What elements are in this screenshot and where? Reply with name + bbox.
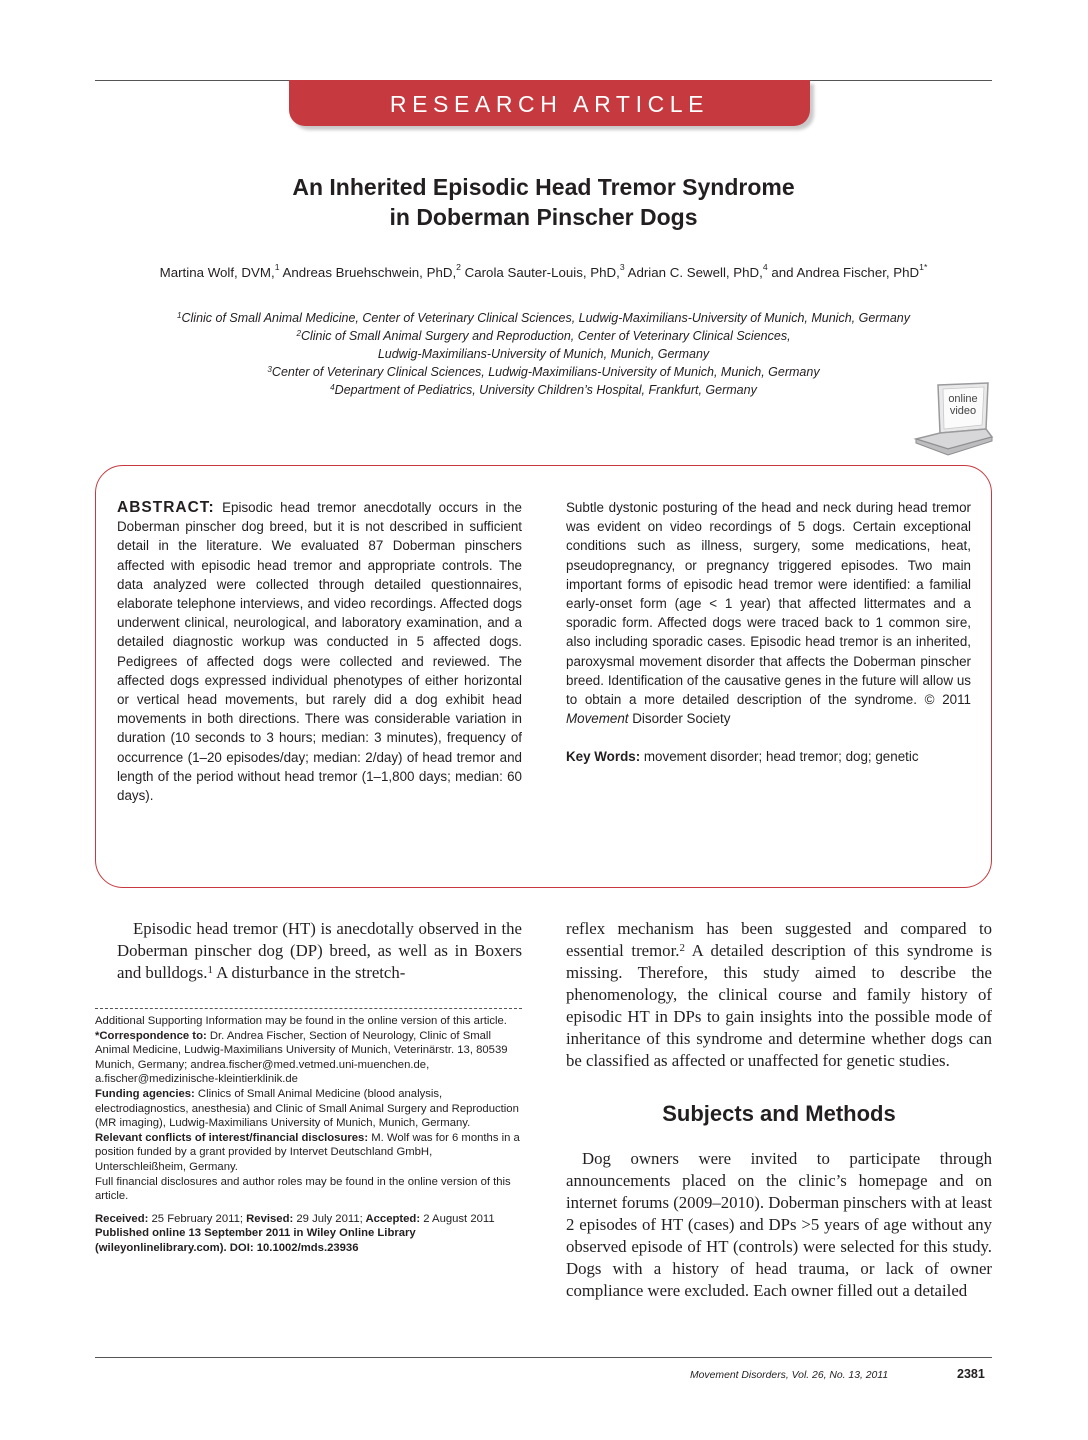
- badge-line-1: online: [948, 393, 978, 405]
- published-note: Published online 13 September 2011 in Wiley Online Library (wileyonlinelibrary.com). DOI: 10.1002/mds.23936: [95, 1227, 416, 1254]
- intro-text: Episodic head tremor (HT) is anecdotally observed in the Doberman pinscher dog (DP) breed, as well as in Boxers and bulldogs.: [117, 919, 522, 982]
- author-name: Carola Sauter-Louis, PhD,: [460, 265, 620, 280]
- affil-text: Department of Pediatrics, University Children’s Hospital, Frankfurt, Germany: [334, 383, 757, 397]
- online-video-badge[interactable]: [912, 379, 994, 459]
- society-italic: Movement: [566, 711, 629, 727]
- affiliation-list: [95, 309, 992, 399]
- affil-text: Clinic of Small Animal Medicine, Center of Veterinary Clinical Sciences, Ludwig-Maximilians-University of Munich, Munich, Germany: [181, 311, 910, 325]
- keywords-label: Key Words:: [566, 749, 641, 765]
- badge-line-2: video: [949, 405, 977, 417]
- author-name: Andreas Bruehschwein, PhD,: [279, 265, 457, 280]
- revised-date: 29 July 2011;: [293, 1212, 363, 1225]
- affil-text: Clinic of Small Animal Surgery and Reproduction, Center of Veterinary Clinical Sciences,: [300, 329, 791, 343]
- accepted-label: Accepted:: [362, 1212, 421, 1225]
- citation-ref[interactable]: 2: [679, 941, 685, 954]
- received-label: Received:: [95, 1212, 149, 1225]
- correspondence-label: *Correspondence to:: [95, 1029, 207, 1042]
- author-affil-sup: 1: [274, 262, 280, 273]
- affiliation-line: [95, 327, 992, 345]
- journal-reference: Movement Disorders, Vol. 26, No. 13, 2011: [690, 1370, 889, 1381]
- affil-sup: 3: [267, 364, 272, 374]
- funding-label: Funding agencies:: [95, 1087, 195, 1100]
- citation-ref[interactable]: 1: [207, 963, 213, 976]
- affil-sup: 4: [330, 382, 335, 392]
- affiliation-line: [95, 381, 992, 399]
- page-number: 2381: [957, 1367, 985, 1381]
- received-date: 25 February 2011;: [148, 1212, 243, 1225]
- abstract-paragraph: [566, 498, 971, 728]
- section-heading: Subjects and Methods: [662, 1101, 896, 1126]
- conflicts-label: Relevant conflicts of interest/financial disclosures:: [95, 1131, 369, 1144]
- author-name: Martina Wolf, DVM,: [159, 265, 275, 280]
- conflicts-text: M. Wolf was for 6 months in a position funded by a grant provided by Intervet Deutschland GmbH, Unterschleißheim, Germany.: [95, 1131, 520, 1173]
- correspondence-note: [95, 1029, 522, 1087]
- intro-text-cont: A detailed description of this syndrome is missing. Therefore, this study aimed to describe the phenomenology, the clinical course and family history of episodic HT in DPs to gain insights into the possible mode of inheritance of this syndrome and determine whether dogs can be classified as affected or unaffected for genetic studies.: [566, 941, 992, 1070]
- abstract-text-right: Subtle dystonic posturing of the head and neck during head tremor was evident on video recordings of 5 dogs. Certain exceptional conditions such as illness, surgery, some medications, heat, pseudopregnancy, or pregnancy triggered episodes. Two main important forms of episodic head tremor were identified: a familial early-onset form (age < 1 year) that affected littermates and a sporadic form. Affected dogs were traced back to 1 common sire, also including sporadic cases. Episodic head tremor is an inherited, paroxysmal movement disorder that affects the Doberman pinscher breed. Identification of the causative genes in the future will allow us to obtain a more detailed description of the syndrome. © 2011: [566, 500, 971, 708]
- author-affil-sup: 2: [456, 262, 461, 273]
- article-title: [95, 172, 992, 232]
- affiliation-line: [95, 309, 992, 327]
- funding-note: [95, 1087, 522, 1131]
- affil-sup: 1: [176, 310, 182, 320]
- title-line-2: in Doberman Pinscher Dogs: [389, 204, 698, 230]
- keywords: [566, 747, 971, 766]
- society-rest: Disorder Society: [628, 711, 731, 727]
- author-list: [95, 262, 992, 280]
- title-line-1: An Inherited Episodic Head Tremor Syndrome: [292, 174, 795, 200]
- intro-text: reflex mechanism has been suggested and compared to essential tremor.: [566, 919, 992, 960]
- affiliation-line: [95, 363, 992, 381]
- author-affil-sup: 1*: [919, 262, 928, 273]
- supporting-info-note: Additional Supporting Information may be found in the online version of this article.: [95, 1015, 507, 1027]
- footnote-rule: [95, 1008, 522, 1009]
- author-name: Adrian C. Sewell, PhD,: [624, 265, 763, 280]
- bottom-rule: [95, 1357, 992, 1358]
- abstract-right-column: [566, 498, 971, 767]
- intro-text-cont: A disturbance in the stretch-: [212, 963, 406, 982]
- footnotes: [95, 1014, 522, 1256]
- abstract-heading: ABSTRACT:: [117, 499, 215, 516]
- body-intro-right: [566, 918, 992, 1072]
- affil-text: Ludwig-Maximilians-University of Munich, Munich, Germany: [377, 347, 710, 361]
- author-name: and Andrea Fischer, PhD: [767, 265, 920, 280]
- conflicts-note: [95, 1131, 522, 1175]
- revised-label: Revised:: [243, 1212, 294, 1225]
- affiliation-line: [95, 345, 992, 363]
- affil-sup: 2: [296, 328, 301, 338]
- correspondence-text: Dr. Andrea Fischer, Section of Neurology, Clinic of Small Animal Medicine, Ludwig-Maximilians University of Munich, Veterinärstr. 13, 80539 Munich, Germany; andrea.fischer@med.vetmed.uni-muenchen.de, a.fischer@medizinische-kleintierklinik.de: [95, 1029, 508, 1086]
- author-affil-sup: 4: [762, 262, 768, 273]
- dates-note: [95, 1212, 522, 1227]
- author-affil-sup: 3: [619, 262, 625, 273]
- methods-text: Dog owners were invited to participate through announcements placed on the clinic’s homepage and on internet forums (2009–2010). Doberman pinschers with at least 2 episodes of HT (cases) and DPs >5 years of age without any observed episode of HT (controls) were selected for this study. Dogs with a history of head trauma, or lack of owner compliance were excluded. Each owner filled out a detailed: [566, 1149, 992, 1300]
- accepted-date: 2 August 2011: [420, 1212, 495, 1225]
- funding-text: Clinics of Small Animal Medicine (blood analysis, electrodiagnostics, anesthesia) and Clinic of Small Animal Surgery and Reproduction (MR imaging), Ludwig-Maximilians University of Munich, Munich, Germany.: [95, 1087, 519, 1130]
- affil-text: Center of Veterinary Clinical Sciences, Ludwig-Maximilians-University of Munich, Munich, Germany: [271, 365, 820, 379]
- disclosure-note: Full financial disclosures and author roles may be found in the online version of this article.: [95, 1175, 511, 1203]
- body-intro-left: [117, 918, 522, 984]
- article-type-banner: [289, 80, 810, 126]
- keywords-text: movement disorder; head tremor; dog; genetic: [640, 749, 919, 765]
- abstract-left-column: [117, 498, 522, 805]
- abstract-text-left: Episodic head tremor anecdotally occurs in the Doberman pinscher dog breed, but it is not described in sufficient detail in the literature. We evaluated 87 Doberman pinschers affected with episodic head tremor and appropriate controls. The data analyzed were collected through detailed questionnaires, elaborate telephone interviews, and video recordings. Affected dogs underwent clinical, neurological, and laboratory examination, and a detailed diagnostic workup was conducted in 5 affected dogs. Pedigrees of affected dogs were collected and reviewed. The affected dogs expressed individual phenotypes of either horizontal or vertical head movements, but rarely did a dog exhibit head movements in both directions. There was considerable variation in duration (10 seconds to 3 hours; median: 3 minutes), frequency of occurrence (1–20 episodes/day; median: 2/day) of head tremor and length of the period without head tremor (1–1,800 days; median: 60 days).: [117, 500, 522, 804]
- article-type-label: RESEARCH ARTICLE: [389, 91, 710, 117]
